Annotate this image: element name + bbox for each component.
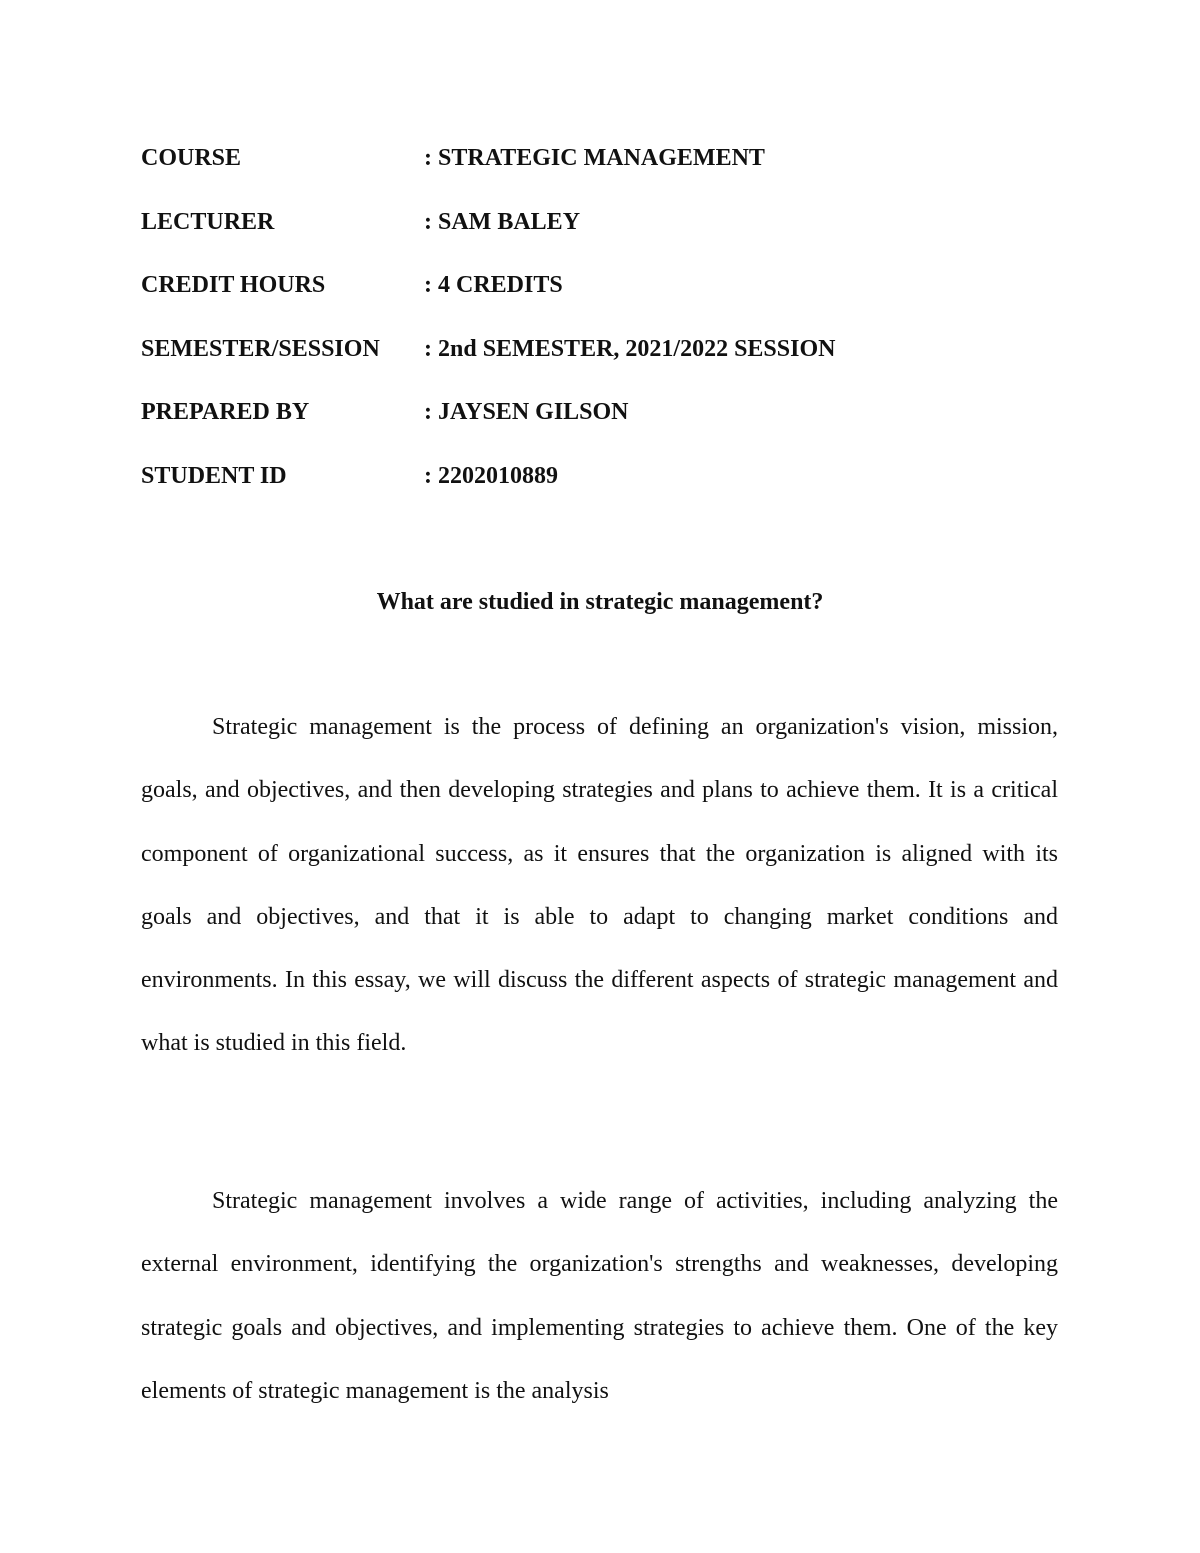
field-separator: : bbox=[424, 399, 432, 425]
student-id-value: 2202010889 bbox=[438, 462, 558, 489]
semester-value: 2nd SEMESTER, 2021/2022 SESSION bbox=[438, 335, 836, 362]
prepared-by-label: PREPARED BY bbox=[141, 399, 310, 425]
credit-hours-value: 4 CREDITS bbox=[438, 272, 563, 298]
course-info-row-semester bbox=[141, 329, 1061, 393]
credit-hours-label: CREDIT HOURS bbox=[141, 272, 326, 298]
lecturer-label: LECTURER bbox=[141, 208, 275, 235]
course-value: STRATEGIC MANAGEMENT bbox=[438, 145, 765, 171]
course-info-block bbox=[141, 138, 1061, 519]
course-info-row-course bbox=[141, 138, 1061, 202]
prepared-by-value: JAYSEN GILSON bbox=[438, 399, 629, 425]
course-info-row-lecturer bbox=[141, 202, 1061, 266]
essay-title: What are studied in strategic management? bbox=[376, 589, 824, 615]
course-info-row-student-id bbox=[141, 456, 1061, 520]
field-separator: : bbox=[424, 272, 432, 298]
lecturer-value: SAM BALEY bbox=[438, 208, 581, 235]
course-label: COURSE bbox=[141, 145, 242, 171]
field-separator: : bbox=[424, 462, 432, 489]
semester-label: SEMESTER/SESSION bbox=[141, 335, 380, 362]
field-separator: : bbox=[424, 145, 432, 171]
field-separator: : bbox=[424, 208, 432, 235]
course-info-row-prepared-by bbox=[141, 392, 1061, 456]
essay-paragraph: Strategic management is the process of defining an organization's vision, mission, goals, and objectives, and then developing strategies and plans to achieve them. It is a critical component of organizational success, as it ensures that the organization is aligned with its goals and objectives, and that it is able to adapt to changing market conditions and environments. In this essay, we will discuss the different aspects of strategic management and what is studied in this field. bbox=[141, 714, 1058, 1057]
student-id-label: STUDENT ID bbox=[141, 462, 287, 489]
course-info-row-credit-hours bbox=[141, 265, 1061, 329]
field-separator: : bbox=[424, 335, 432, 362]
essay-paragraph: Strategic management involves a wide range of activities, including analyzing the external environment, identifying the organization's strengths and weaknesses, developing strategic goals and objectives, and implementing strategies to achieve them. One of the key elements of strategic management is the analysis bbox=[141, 1188, 1058, 1404]
